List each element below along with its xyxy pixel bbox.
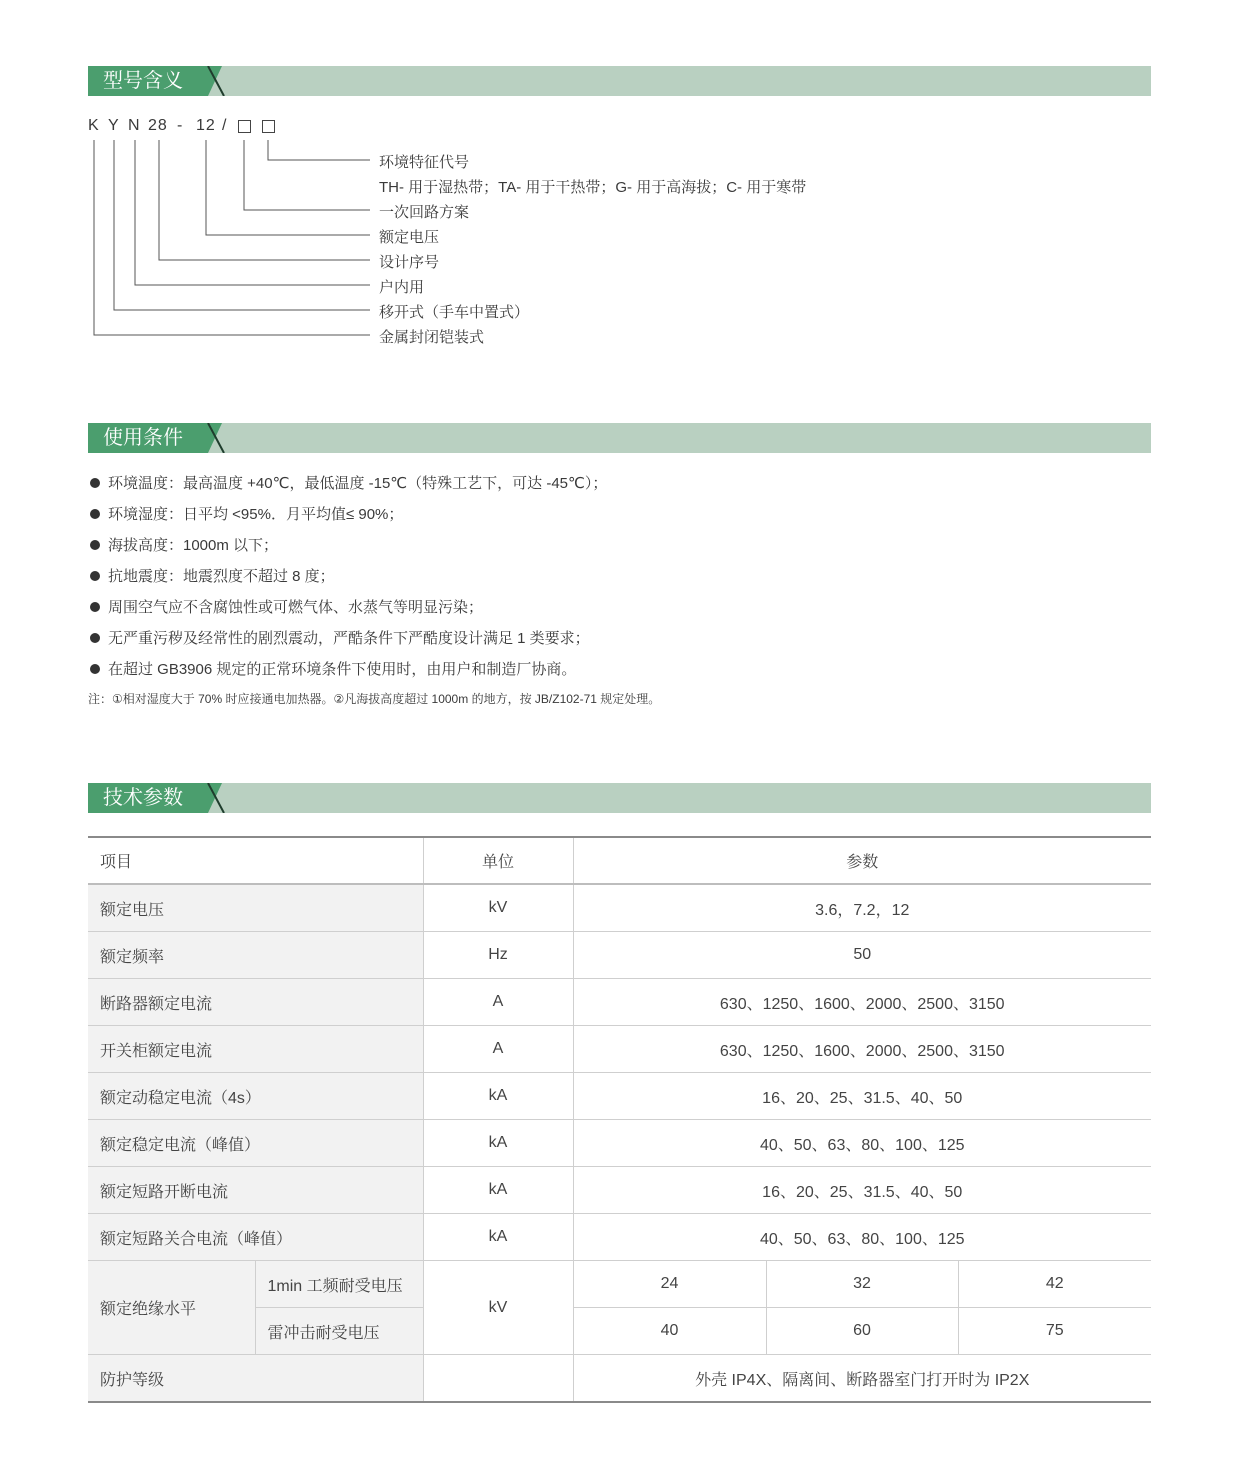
legend-design-number: 设计序号 (379, 254, 440, 271)
header-item: 项目 (88, 837, 423, 884)
row-unit: Hz (423, 932, 573, 979)
table-row (88, 979, 1151, 1026)
header-band (88, 783, 1151, 813)
table-row (88, 1073, 1151, 1120)
row-item: 开关柜额定电流 (88, 1026, 423, 1073)
legend-environment-types: TH- 用于湿热带；TA- 用于干热带；G- 用于高海拔；C- 用于寒带 (379, 179, 807, 196)
legend-indoor: 户内用 (379, 279, 425, 296)
row-unit: A (423, 979, 573, 1026)
row-item: 额定频率 (88, 932, 423, 979)
bullet-icon (90, 540, 100, 550)
list-item: 无严重污秽及经常性的剧烈震动，严酷条件下严酷度设计满足 1 类要求； (90, 625, 607, 656)
row-value: 3.6，7.2，12 (573, 884, 1151, 932)
row-value: 外壳 IP4X、隔离间、断路器室门打开时为 IP2X (573, 1355, 1151, 1403)
row-item: 断路器额定电流 (88, 979, 423, 1026)
bullet-icon (90, 509, 100, 519)
row-value: 40、50、63、80、100、125 (573, 1214, 1151, 1261)
table-row (88, 1355, 1151, 1403)
code-part-slash: / (222, 117, 228, 134)
row-unit: kV (423, 1261, 573, 1355)
technical-parameters-table (88, 836, 1151, 1403)
table-row (88, 884, 1151, 932)
sub-item-lightning-impulse: 雷冲击耐受电压 (255, 1308, 423, 1355)
section-title: 型号含义 (88, 66, 208, 96)
list-item: 抗地震度：地震烈度不超过 8 度； (90, 563, 607, 594)
row-unit (423, 1355, 573, 1403)
row-value: 630、1250、1600、2000、2500、3150 (573, 1026, 1151, 1073)
legend-environment-code: 环境特征代号 (379, 154, 470, 171)
row-item: 防护等级 (88, 1355, 423, 1403)
row-unit: kA (423, 1214, 573, 1261)
list-item: 周围空气应不含腐蚀性或可燃气体、水蒸气等明显污染； (90, 594, 607, 625)
table-row-insulation (88, 1261, 1151, 1308)
list-item: 环境温度：最高温度 +40℃，最低温度 -15℃（特殊工艺下，可达 -45℃）； (90, 470, 607, 501)
section-header-conditions (88, 423, 1151, 453)
cell-value: 42 (958, 1261, 1151, 1308)
row-unit: kA (423, 1120, 573, 1167)
row-value: 40、50、63、80、100、125 (573, 1120, 1151, 1167)
table-header-row (88, 837, 1151, 884)
row-item: 额定稳定电流（峰值） (88, 1120, 423, 1167)
row-value: 630、1250、1600、2000、2500、3150 (573, 979, 1151, 1026)
bullet-icon (90, 633, 100, 643)
row-value: 16、20、25、31.5、40、50 (573, 1167, 1151, 1214)
row-unit: kV (423, 884, 573, 932)
table-row (88, 1167, 1151, 1214)
row-item: 额定短路开断电流 (88, 1167, 423, 1214)
cell-value: 60 (766, 1308, 958, 1355)
row-value: 16、20、25、31.5、40、50 (573, 1073, 1151, 1120)
header-band (88, 423, 1151, 453)
code-part-n: N (128, 117, 141, 134)
header-param: 参数 (573, 837, 1151, 884)
row-unit: kA (423, 1073, 573, 1120)
legend-withdrawable: 移开式（手车中置式） (379, 304, 530, 321)
cell-value: 32 (766, 1261, 958, 1308)
table-row (88, 1026, 1151, 1073)
table-row (88, 1214, 1151, 1261)
list-item: 海拔高度：1000m 以下； (90, 532, 607, 563)
list-item: 在超过 GB3906 规定的正常环境条件下使用时，由用户和制造厂协商。 (90, 656, 607, 687)
bullet-icon (90, 664, 100, 674)
sub-item-power-frequency: 1min 工频耐受电压 (255, 1261, 423, 1308)
conditions-note: 注：①相对湿度大于 70% 时应接通电加热器。②凡海拔高度超过 1000m 的地方，按 JB/Z102-71 规定处理。 (88, 692, 661, 706)
conditions-list (90, 470, 607, 687)
code-part-y: Y (108, 117, 120, 134)
header-unit: 单位 (423, 837, 573, 884)
code-part-dash: - (177, 117, 184, 134)
table-row (88, 1120, 1151, 1167)
table-row (88, 932, 1151, 979)
cell-value: 75 (958, 1308, 1151, 1355)
row-item: 额定动稳定电流（4s） (88, 1073, 423, 1120)
code-part-28: 28 (148, 117, 168, 134)
row-item: 额定短路关合电流（峰值） (88, 1214, 423, 1261)
row-unit: A (423, 1026, 573, 1073)
list-item: 环境湿度：日平均 <95%．月平均值≤ 90%； (90, 501, 607, 532)
code-part-12: 12 (196, 117, 216, 134)
section-title: 技术参数 (88, 783, 208, 813)
cell-value: 24 (573, 1261, 766, 1308)
row-value: 50 (573, 932, 1151, 979)
bullet-icon (90, 478, 100, 488)
bullet-icon (90, 571, 100, 581)
legend-circuit-scheme: 一次回路方案 (379, 204, 470, 221)
row-unit: kA (423, 1167, 573, 1214)
header-slash-decoration (206, 423, 232, 453)
row-item: 额定绝缘水平 (88, 1261, 255, 1355)
row-item: 额定电压 (88, 884, 423, 932)
code-part-k: K (88, 117, 100, 134)
bullet-icon (90, 602, 100, 612)
cell-value: 40 (573, 1308, 766, 1355)
header-slash-decoration (206, 783, 232, 813)
legend-metal-enclosed: 金属封闭铠装式 (379, 329, 485, 346)
section-header-params (88, 783, 1151, 813)
legend-rated-voltage: 额定电压 (379, 229, 440, 246)
section-title: 使用条件 (88, 423, 208, 453)
